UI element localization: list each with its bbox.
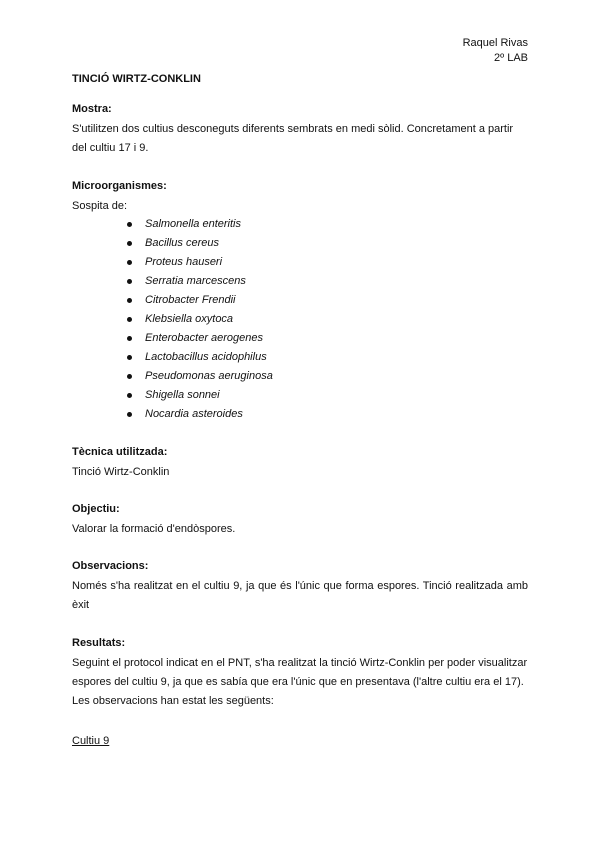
list-item: Salmonella enteritis	[127, 217, 273, 236]
mostra-text: S'utilitzen dos cultius desconeguts diferents sembrats en medi sòlid. Concretament a partir del cultiu 17 i 9.	[72, 123, 514, 154]
tecnica-heading: Tècnica utilitzada:	[72, 446, 168, 458]
bullet-icon	[127, 241, 132, 246]
resultats-text: Seguint el protocol indicat en el PNT, s'ha realitzat la tinció Wirtz-Conklin per poder visualitzar espores del cultiu 9, ja que es sabía que era l'únic que en presentava (l'altre cultiu era el 17). Les observacions han estat les següents:	[72, 657, 528, 707]
mostra-heading: Mostra:	[72, 103, 112, 115]
bullet-icon	[127, 355, 132, 360]
list-item: Enterobacter aerogenes	[127, 331, 273, 350]
list-item: Lactobacillus acidophilus	[127, 350, 273, 369]
bullet-icon	[127, 317, 132, 322]
bullet-icon	[127, 222, 132, 227]
observacions-text: Només s'ha realitzat en el cultiu 9, ja que és l'únic que forma espores. Tinció realitzada amb èxit	[72, 580, 528, 611]
resultats-heading: Resultats:	[72, 637, 126, 649]
list-item: Pseudomonas aeruginosa	[127, 369, 273, 388]
microorganismes-heading: Microorganismes:	[72, 180, 167, 192]
bullet-icon	[127, 279, 132, 284]
list-item: Shigella sonnei	[127, 388, 273, 407]
list-item: Proteus hauseri	[127, 255, 273, 274]
bullet-icon	[127, 336, 132, 341]
class-label: 2º LAB	[494, 52, 528, 64]
microorganism-list	[127, 217, 273, 426]
list-item: Nocardia asteroides	[127, 407, 273, 426]
microorganismes-intro: Sospita de:	[72, 200, 128, 212]
bullet-icon	[127, 374, 132, 379]
objectiu-text: Valorar la formació d'endòspores.	[72, 523, 236, 535]
observacions-heading: Observacions:	[72, 560, 149, 572]
list-item: Serratia marcescens	[127, 274, 273, 293]
objectiu-heading: Objectiu:	[72, 503, 120, 515]
author-block	[463, 36, 528, 66]
bullet-icon	[127, 412, 132, 417]
tecnica-text: Tinció Wirtz-Conklin	[72, 466, 170, 478]
list-item: Klebsiella oxytoca	[127, 312, 273, 331]
list-item: Bacillus cereus	[127, 236, 273, 255]
bullet-icon	[127, 260, 132, 265]
cultiu-subheading: Cultiu 9	[72, 735, 110, 747]
document-title: TINCIÓ WIRTZ-CONKLIN	[72, 73, 201, 85]
list-item: Citrobacter Frendii	[127, 293, 273, 312]
bullet-icon	[127, 393, 132, 398]
bullet-icon	[127, 298, 132, 303]
author-name: Raquel Rivas	[462, 37, 528, 49]
